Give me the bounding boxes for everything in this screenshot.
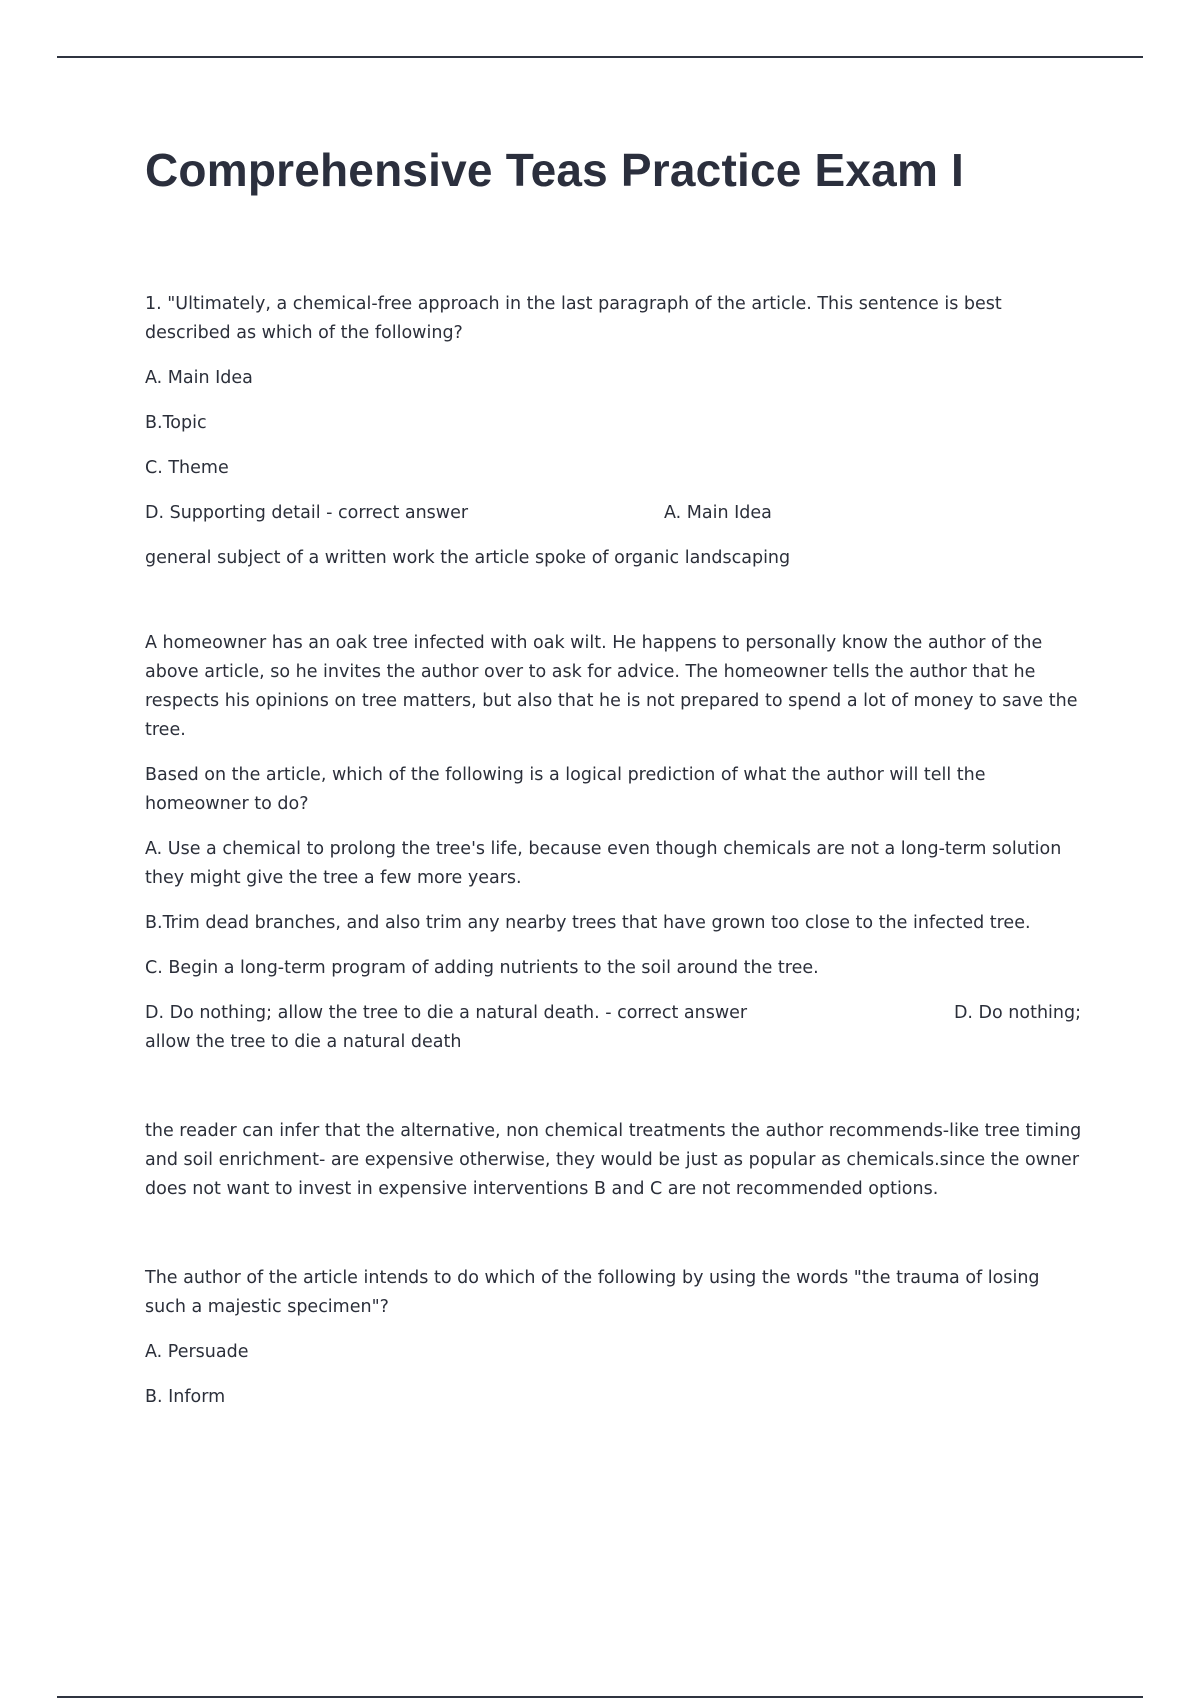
- top-rule: [57, 56, 1143, 58]
- q1-option-c: C. Theme: [145, 458, 229, 478]
- spacer: [145, 589, 1085, 629]
- q1-correct-answer: A. Main Idea: [664, 503, 772, 523]
- q2-correct-answer: D. Do nothing;: [953, 1003, 1081, 1023]
- q2-option-b: B.Trim dead branches, and also trim any nearby trees that have grown too close to the infected tree.: [145, 913, 1031, 933]
- q2-passage: A homeowner has an oak tree infected with oak wilt. He happens to personally know the author of the above article, so he invites the author over to ask for advice. The homeowner tells the author that he respects his opinions on tree matters, but also that he is not prepared to spend a lot of money to save the tree.: [145, 633, 1078, 740]
- q3-option-a: A. Persuade: [145, 1342, 249, 1362]
- q1-option-a: A. Main Idea: [145, 368, 253, 388]
- q2-option-d: D. Do nothing; allow the tree to die a natural death. - correct answer: [145, 1003, 748, 1023]
- q2-option-a: A. Use a chemical to prolong the tree's life, because even though chemicals are not a long-term solution they might give the tree a few more years.: [145, 839, 1062, 888]
- q2-explanation: the reader can infer that the alternative, non chemical treatments the author recommends-like tree timing and soil enrichment- are expensive otherwise, they would be just as popular as chemicals.since the owner does not want to invest in expensive interventions B and C are not recommended options.: [145, 1121, 1082, 1199]
- q2-answer-block: [145, 999, 1085, 1057]
- bottom-rule: [57, 1696, 1143, 1698]
- spacer: [145, 1220, 1085, 1264]
- page-title: Comprehensive Teas Practice Exam I: [145, 144, 965, 196]
- document-body: [145, 290, 1085, 1428]
- q1-option-d: D. Supporting detail - correct answer: [145, 503, 469, 523]
- q1-option-b: B.Topic: [145, 413, 207, 433]
- q1-question: 1. "Ultimately, a chemical-free approach in the last paragraph of the article. This sentence is best described as which of the following?: [145, 294, 1002, 343]
- q3-question: The author of the article intends to do which of the following by using the words "the trauma of losing such a majestic specimen"?: [145, 1268, 1040, 1317]
- q3-option-b: B. Inform: [145, 1387, 226, 1407]
- q2-question: Based on the article, which of the following is a logical prediction of what the author will tell the homeowner to do?: [145, 765, 986, 814]
- spacer: [145, 1073, 1085, 1117]
- q1-explanation: general subject of a written work the article spoke of organic landscaping: [145, 548, 791, 568]
- q2-option-c: C. Begin a long-term program of adding nutrients to the soil around the tree.: [145, 958, 819, 978]
- q2-correct-answer-cont: allow the tree to die a natural death: [145, 1032, 462, 1052]
- q1-answer-row: [145, 499, 1085, 528]
